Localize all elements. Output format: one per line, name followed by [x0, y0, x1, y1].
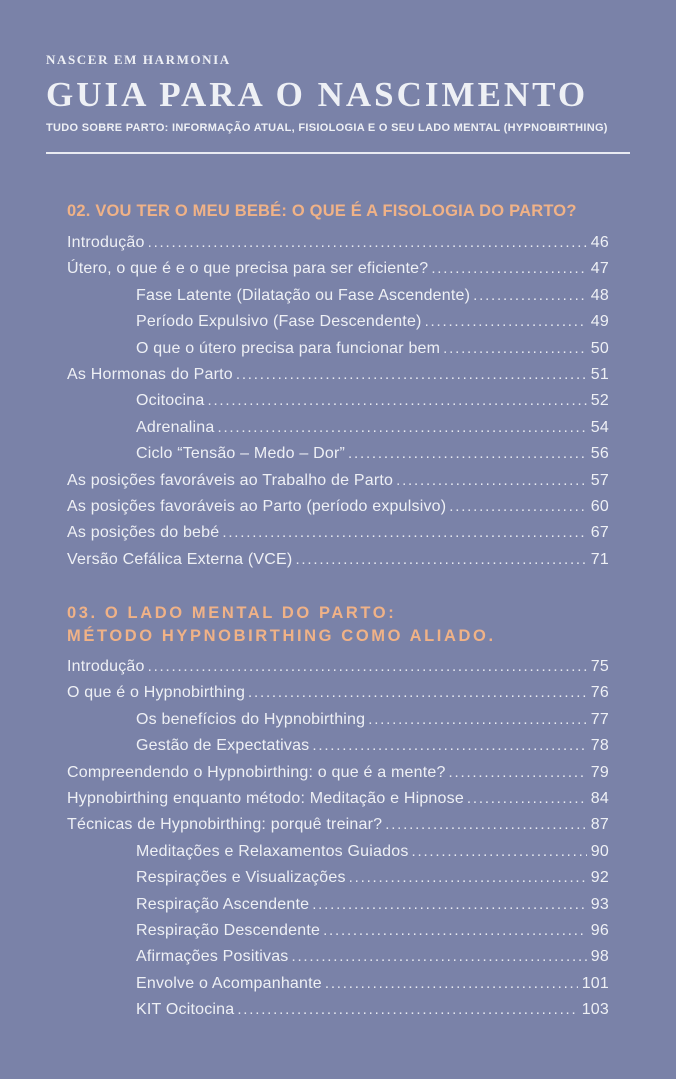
section-03-heading — [67, 602, 609, 648]
toc-entry-page: 96 — [590, 921, 609, 939]
toc-entry[interactable] — [67, 892, 609, 918]
toc-entry[interactable] — [67, 415, 609, 441]
document-subtitle: TUDO SOBRE PARTO: INFORMAÇÃO ATUAL, FISIOLOGIA E O SEU LADO MENTAL (HYPNOBIRTHING) — [46, 122, 608, 134]
toc-entry-label: Período Expulsivo (Fase Descendente) — [136, 313, 422, 331]
toc-entry-label: Técnicas de Hypnobirthing: porquê treinar? — [67, 816, 383, 834]
toc-entry[interactable] — [67, 760, 609, 786]
toc-entry-label: As posições favoráveis ao Trabalho de Parto — [67, 471, 394, 489]
toc-entry-page: 47 — [590, 260, 609, 278]
toc-entry-page: 50 — [590, 339, 609, 357]
toc-entry-page: 87 — [590, 816, 609, 834]
document-title: GUIA PARA O NASCIMENTO — [46, 75, 589, 114]
dot-leader — [236, 362, 587, 388]
dot-leader — [385, 812, 587, 838]
dot-leader — [449, 494, 587, 520]
toc-entry-page: 52 — [590, 392, 609, 410]
toc-entry-page: 56 — [590, 445, 609, 463]
toc-entry-page: 48 — [590, 286, 609, 304]
toc-entry[interactable] — [67, 733, 609, 759]
dot-leader — [148, 654, 587, 680]
toc-entry-label: Introdução — [67, 234, 145, 251]
header-divider — [46, 152, 630, 154]
toc-entry-page: 57 — [590, 471, 609, 489]
toc-entry-label: As posições do bebé — [67, 524, 220, 542]
toc-entry[interactable] — [67, 230, 609, 256]
toc-entry[interactable] — [67, 971, 609, 997]
dot-leader — [248, 680, 587, 706]
toc-entry-page: 79 — [590, 763, 609, 781]
toc-entry-label: As Hormonas do Parto — [67, 365, 233, 383]
dot-leader — [348, 441, 587, 467]
toc-entry-page: 92 — [590, 869, 609, 887]
dot-leader — [473, 283, 587, 309]
brand-name: NASCER EM HARMONIA — [46, 52, 231, 67]
toc-entry-label: Gestão de Expectativas — [136, 737, 310, 755]
dot-leader — [323, 918, 587, 944]
section-02-heading: 02. VOU TER O MEU BEBÉ: O QUE É A FISOLOGIA DO PARTO? — [67, 202, 577, 220]
toc-entry-label: Compreendendo o Hypnobirthing: o que é a mente? — [67, 763, 446, 781]
toc-entry[interactable] — [67, 256, 609, 282]
toc-entry-label: Os benefícios do Hypnobirthing — [136, 710, 366, 728]
toc-entry[interactable] — [67, 468, 609, 494]
section-02-entries — [67, 230, 609, 573]
page-header — [46, 53, 630, 154]
toc-entry[interactable] — [67, 918, 609, 944]
toc-entry-page: 76 — [590, 684, 609, 702]
toc-entry-page: 78 — [590, 737, 609, 755]
toc-entry[interactable] — [67, 547, 609, 573]
toc-entry[interactable] — [67, 786, 609, 812]
toc-entry[interactable] — [67, 362, 609, 388]
toc-entry-label: Introdução — [67, 658, 145, 676]
dot-leader — [425, 309, 587, 335]
toc-entry-page: 75 — [590, 658, 609, 676]
toc-entry[interactable] — [67, 441, 609, 467]
dot-leader — [312, 892, 587, 918]
table-of-contents — [67, 203, 609, 1024]
dot-leader — [325, 971, 578, 997]
toc-entry-label: Útero, o que é e o que precisa para ser eficiente? — [67, 260, 429, 278]
toc-entry[interactable] — [67, 680, 609, 706]
dot-leader — [412, 839, 587, 865]
toc-entry-label: Versão Cefálica Externa (VCE) — [67, 550, 293, 568]
toc-entry-label: Afirmações Positivas — [136, 948, 289, 966]
toc-entry-page: 103 — [581, 1001, 609, 1019]
dot-leader — [222, 520, 586, 546]
section-03-entries — [67, 654, 609, 1023]
toc-entry-label: Adrenalina — [136, 418, 215, 436]
toc-entry[interactable] — [67, 309, 609, 335]
toc-entry-label: KIT Ocitocina — [136, 1001, 235, 1019]
toc-entry-page: 101 — [581, 974, 609, 992]
toc-entry-page: 67 — [590, 524, 609, 542]
dot-leader — [148, 230, 587, 256]
toc-entry-page: 49 — [590, 313, 609, 331]
toc-entry-page: 46 — [590, 234, 609, 251]
toc-entry[interactable] — [67, 336, 609, 362]
toc-entry[interactable] — [67, 839, 609, 865]
dot-leader — [431, 256, 586, 282]
toc-entry-label: Hypnobirthing enquanto método: Meditação e Hipnose — [67, 790, 464, 808]
section-03-heading-line1: 03. O LADO MENTAL DO PARTO: — [67, 604, 397, 623]
toc-entry[interactable] — [67, 812, 609, 838]
toc-entry[interactable] — [67, 865, 609, 891]
toc-entry-label: Meditações e Relaxamentos Guiados — [136, 842, 409, 860]
toc-entry-page: 84 — [590, 790, 609, 808]
toc-entry-label: Fase Latente (Dilatação ou Fase Ascendente) — [136, 286, 471, 304]
dot-leader — [467, 786, 587, 812]
dot-leader — [396, 468, 587, 494]
toc-entry-page: 77 — [590, 710, 609, 728]
toc-entry[interactable] — [67, 388, 609, 414]
toc-entry-page: 98 — [590, 948, 609, 966]
toc-entry[interactable] — [67, 520, 609, 546]
dot-leader — [237, 997, 577, 1023]
toc-entry-label: Respiração Ascendente — [136, 895, 310, 913]
dot-leader — [449, 760, 587, 786]
toc-entry-label: Ocitocina — [136, 392, 205, 410]
dot-leader — [368, 707, 587, 733]
toc-entry-label: Respiração Descendente — [136, 921, 321, 939]
toc-entry-page: 60 — [590, 497, 609, 515]
toc-entry[interactable] — [67, 283, 609, 309]
toc-entry[interactable] — [67, 707, 609, 733]
toc-entry[interactable] — [67, 494, 609, 520]
dot-leader — [218, 415, 587, 441]
toc-entry-page: 51 — [590, 365, 609, 383]
toc-entry[interactable] — [67, 654, 609, 680]
toc-entry-page: 93 — [590, 895, 609, 913]
section-03-heading-line2: MÉTODO HYPNOBIRTHING COMO ALIADO. — [67, 627, 496, 646]
toc-entry[interactable] — [67, 997, 609, 1023]
toc-entry-label: O que o útero precisa para funcionar bem — [136, 339, 441, 357]
toc-entry-page: 54 — [590, 418, 609, 436]
toc-entry-label: Envolve o Acompanhante — [136, 974, 322, 992]
toc-entry-label: Ciclo “Tensão – Medo – Dor” — [136, 445, 346, 463]
dot-leader — [349, 865, 587, 891]
toc-entry-label: As posições favoráveis ao Parto (período expulsivo) — [67, 497, 447, 515]
toc-entry-page: 71 — [590, 550, 609, 568]
dot-leader — [312, 733, 586, 759]
toc-entry-page: 90 — [590, 842, 609, 860]
dot-leader — [208, 388, 587, 414]
toc-entry[interactable] — [67, 944, 609, 970]
dot-leader — [292, 944, 587, 970]
dot-leader — [443, 336, 587, 362]
dot-leader — [295, 547, 586, 573]
toc-entry-label: O que é o Hypnobirthing — [67, 684, 246, 702]
toc-entry-label: Respirações e Visualizações — [136, 869, 346, 887]
